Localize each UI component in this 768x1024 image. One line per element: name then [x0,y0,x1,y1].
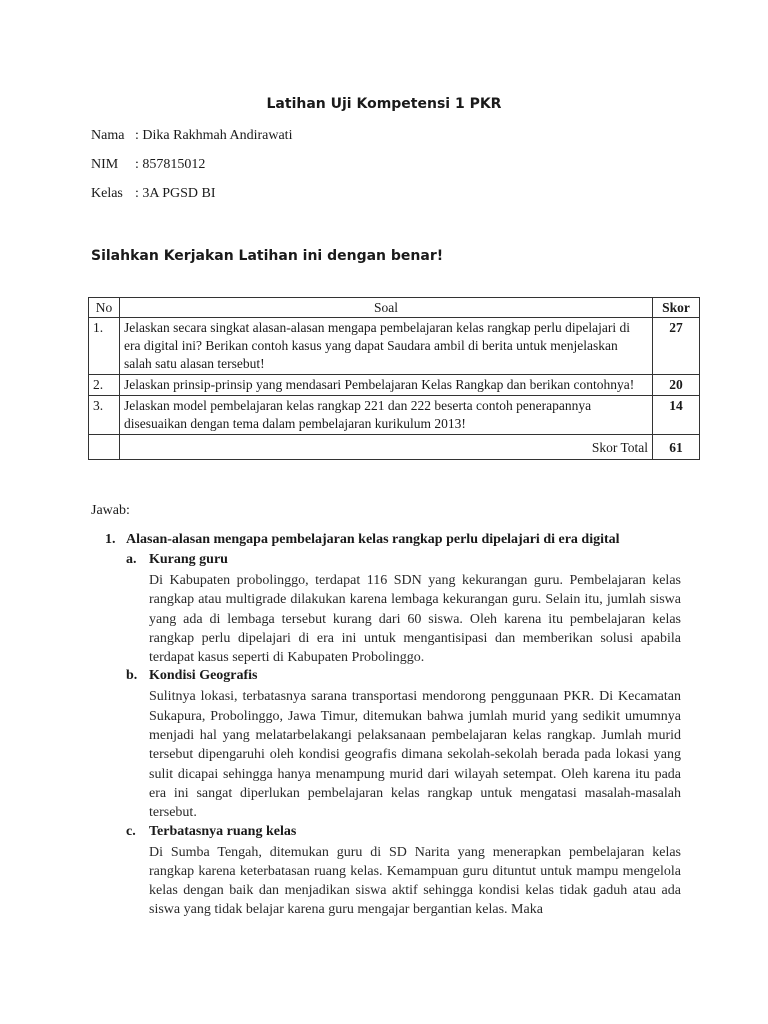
info-name-label: Nama [91,128,125,143]
table-row [89,318,700,375]
table-row [89,396,700,435]
table-header-row [89,298,700,318]
answer-item-title: Kurang guru [149,552,228,567]
answer-section [91,532,681,921]
answer-item-body: Di Sumba Tengah, ditemukan guru di SD Narita yang menerapkan pembelajaran kelas rangkap karena keterbatasan ruang kelas. Kemampuan guru dituntut untuk mampu mengelola kelas dengan baik dan menjadikan siswa aktif sehingga kondisi kelas tidak gaduh atau ada siswa yang tidak belajar karena guru mengajar bergantian kelas. Maka [149,844,681,918]
answer-number: 1. [105,532,116,547]
info-nim [91,157,205,173]
question-table [88,297,700,460]
info-kelas-label: Kelas [91,186,123,201]
answer-item-letter: b. [126,668,138,684]
answer-item-body: Di Kabupaten probolinggo, terdapat 116 SDN yang kekurangan guru. Pembelajaran kelas rangkap atau multigrade dilakukan karena lembaga kekurangan guru. Selain itu, jumlah siswa yang ada di lembaga tersebut kurang dari 60 siswa. Oleh karena itu pembelajaran kelas rangkap perlu dipelajari di era ini untuk mengantisipasi dan memberikan solusi apabila terdapat kasus seperti di Kabupaten Probolinggo. [149,573,681,666]
answer-item-title: Kondisi Geografis [149,668,258,684]
answer-heading [91,532,681,552]
answer-item-letter: a. [126,552,137,567]
row-skor: 20 [653,375,700,396]
row-soal: Jelaskan model pembelajaran kelas rangkap 221 dan 222 beserta contoh penerapannya disesuaikan dengan tema dalam pembelajaran kurikulum 2013! [120,396,653,435]
answer-item-heading [126,668,681,687]
table-row [89,375,700,396]
row-no: 3. [89,396,120,435]
total-label: Skor Total [120,435,653,460]
instruction-heading: Silahkan Kerjakan Latihan ini dengan benar! [91,248,444,264]
info-kelas [91,186,216,202]
total-empty-cell [89,435,120,460]
answer-item-title: Terbatasnya ruang kelas [149,823,297,839]
row-skor: 14 [653,396,700,435]
jawab-label: Jawab: [91,503,130,518]
header-soal: Soal [120,298,653,318]
answer-item [126,552,681,667]
answer-item-heading [126,552,681,571]
row-soal: Jelaskan secara singkat alasan-alasan mengapa pembelajaran kelas rangkap perlu dipelajari di era digital ini? Berikan contoh kasus yang dapat Saudara ambil di berita untuk menjelaskan salah satu alasan tersebut! [120,318,653,375]
answer-item [126,668,681,822]
info-nim-value: : 857815012 [135,157,206,172]
answer-item-letter: c. [126,823,136,839]
answer-item-heading [126,824,681,843]
answer-heading-text: Alasan-alasan mengapa pembelajaran kelas rangkap perlu dipelajari di era digital [126,532,620,547]
header-skor: Skor [653,298,700,318]
row-no: 2. [89,375,120,396]
row-skor: 27 [653,318,700,375]
answer-item-body: Sulitnya lokasi, terbatasnya sarana transportasi mendorong penggunaan PKR. Di Kecamatan Sukapura, Probolinggo, Jawa Timur, ditemukan bahwa jumlah murid yang sedikit umumnya menjadi hal yang melatarbelakangi pelaksanaan pembelajaran kelas rangkap. Jumlah murid tersebut dipengaruhi oleh kondisi geografis dimana sekolah-sekolah berada pada lokasi yang sulit dicapai sehingga hanya menampung murid dari wilayah setempat. Oleh karena itu pada era ini sangat diperlukan pembelajaran kelas rangkap untuk mengatasi masalah-masalah tersebut. [149,689,681,821]
info-nim-label: NIM [91,157,119,172]
row-no: 1. [89,318,120,375]
header-no: No [89,298,120,318]
document-title: Latihan Uji Kompetensi 1 PKR [266,96,502,112]
table-total-row [89,435,700,460]
row-soal: Jelaskan prinsip-prinsip yang mendasari Pembelajaran Kelas Rangkap dan berikan contohnya! [120,375,653,396]
answer-item [126,824,681,920]
info-name [91,128,292,144]
info-name-value: : Dika Rakhmah Andirawati [135,128,293,143]
total-value: 61 [653,435,700,460]
info-kelas-value: : 3A PGSD BI [135,186,216,201]
